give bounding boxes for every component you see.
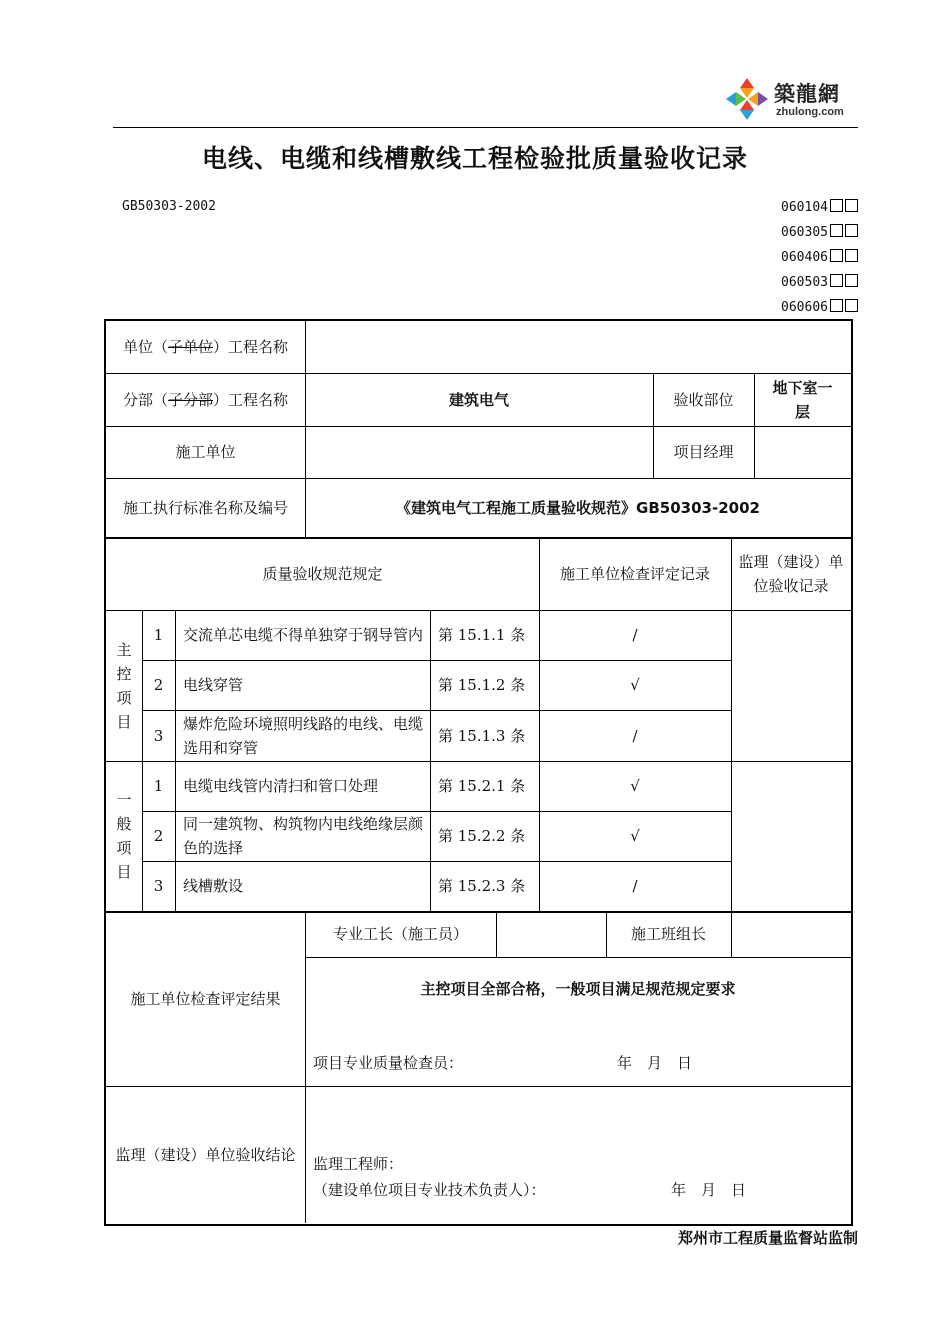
project-manager-field[interactable]: [754, 426, 851, 478]
item-result[interactable]: √: [630, 827, 640, 845]
item-clause: 第 15.2.2 条: [438, 827, 526, 845]
item-result[interactable]: /: [632, 726, 638, 745]
item-clause: 第 15.1.1 条: [438, 626, 526, 644]
form-code-row: [781, 249, 858, 274]
unit-project-name-label: 单位（子单位）工程名称: [122, 338, 289, 356]
item-clause: 第 15.1.2 条: [438, 676, 526, 694]
checkbox[interactable]: [845, 224, 858, 237]
item-clause: 第 15.1.3 条: [438, 726, 526, 745]
logo-brand-cn: 築龍網: [774, 82, 840, 106]
item-description: 爆炸危险环境照明线路的电线、电缆选用和穿管: [183, 714, 424, 757]
form-code-row: [781, 274, 858, 299]
checkbox[interactable]: [845, 199, 858, 212]
item-result[interactable]: /: [632, 877, 638, 895]
team-leader-field[interactable]: [731, 911, 851, 957]
contractor-check-header: 施工单位检查评定记录: [559, 564, 710, 583]
form-codes: [781, 199, 858, 324]
form-code: 060503: [781, 275, 828, 290]
exec-standard-label: 施工执行标准名称及编号: [122, 498, 288, 517]
project-manager-label: 项目经理: [673, 443, 734, 461]
inspection-form: [104, 319, 853, 1226]
owner-rep-label: （建设单位项目专业技术负责人）：: [313, 1181, 546, 1199]
quality-inspector-label: 项目专业质量检查员：: [313, 1054, 464, 1072]
main-group-supervisor-record[interactable]: [731, 610, 851, 761]
division-name-value[interactable]: 建筑电气: [448, 390, 509, 409]
spec-header: 质量验收规范规定: [262, 564, 383, 583]
foreman-label: 专业工长（施工员）: [332, 925, 468, 943]
item-result[interactable]: √: [630, 676, 640, 694]
checkbox[interactable]: [830, 274, 843, 287]
page-title: 电线、电缆和线槽敷线工程检验批质量验收记录: [201, 144, 748, 173]
inspection-part-label: 验收部位: [673, 390, 734, 409]
checkbox[interactable]: [830, 199, 843, 212]
team-leader-label: 施工班组长: [630, 925, 706, 943]
form-code: 060305: [781, 225, 828, 240]
contractor-conclusion[interactable]: 主控项目全部合格，一般项目满足规范规定要求: [420, 980, 736, 998]
zhulong-logo-icon: [724, 76, 770, 122]
supervisor-date[interactable]: 年 月 日: [671, 1181, 747, 1199]
header-rule: [113, 127, 858, 128]
item-number: 3: [153, 877, 164, 895]
item-result[interactable]: /: [632, 626, 638, 644]
contractor-result-label: 施工单位检查评定结果: [130, 989, 281, 1008]
form-code-row: [781, 224, 858, 249]
checkbox[interactable]: [830, 249, 843, 262]
item-number: 1: [153, 777, 164, 795]
general-group-supervisor-record[interactable]: [731, 761, 851, 911]
item-description: 电缆电线管内清扫和管口处理: [183, 777, 379, 795]
division-name-label: 分部（子分部）工程名称: [122, 390, 289, 409]
standard-code: GB50303-2002: [122, 199, 216, 214]
general-group-label: 一般项目: [116, 791, 132, 881]
logo-brand-en: zhulong.com: [776, 106, 844, 118]
item-clause: 第 15.2.1 条: [438, 777, 526, 795]
contractor-field[interactable]: [305, 426, 653, 478]
checkbox[interactable]: [845, 249, 858, 262]
checkbox[interactable]: [830, 299, 843, 312]
contractor-label: 施工单位: [175, 443, 236, 461]
foreman-field[interactable]: [496, 911, 606, 957]
item-description: 电线穿管: [183, 676, 244, 694]
footer-issuer: 郑州市工程质量监督站监制: [677, 1229, 858, 1247]
supervising-engineer-label: 监理工程师：: [313, 1155, 404, 1173]
inspection-part-value[interactable]: 地下室一层: [772, 378, 833, 421]
item-clause: 第 15.2.3 条: [438, 877, 526, 895]
item-number: 2: [153, 676, 164, 694]
unit-project-name-field[interactable]: [305, 321, 851, 373]
inspector-date[interactable]: 年 月 日: [617, 1054, 693, 1072]
checkbox[interactable]: [845, 274, 858, 287]
item-result[interactable]: √: [630, 777, 640, 795]
item-description: 线槽敷设: [183, 877, 244, 895]
item-number: 2: [153, 827, 164, 845]
supervisor-conclusion-label: 监理（建设）单位验收结论: [115, 1145, 296, 1164]
form-code: 060406: [781, 250, 828, 265]
exec-standard-value[interactable]: 《建筑电气工程施工质量验收规范》GB50303-2002: [396, 498, 760, 517]
item-number: 3: [153, 726, 164, 745]
item-description: 交流单芯电缆不得单独穿于钢导管内: [183, 626, 424, 644]
checkbox[interactable]: [845, 299, 858, 312]
item-description: 同一建筑物、构筑物内电线绝缘层颜色的选择: [183, 815, 424, 857]
form-code-row: [781, 199, 858, 224]
form-code: 060104: [781, 200, 828, 215]
supervisor-header: 监理（建设）单位验收记录: [738, 552, 844, 595]
item-number: 1: [153, 626, 164, 644]
main-control-group-label: 主控项目: [116, 640, 132, 731]
checkbox[interactable]: [830, 224, 843, 237]
zhulong-logo: [724, 76, 864, 124]
form-code: 060606: [781, 300, 828, 315]
